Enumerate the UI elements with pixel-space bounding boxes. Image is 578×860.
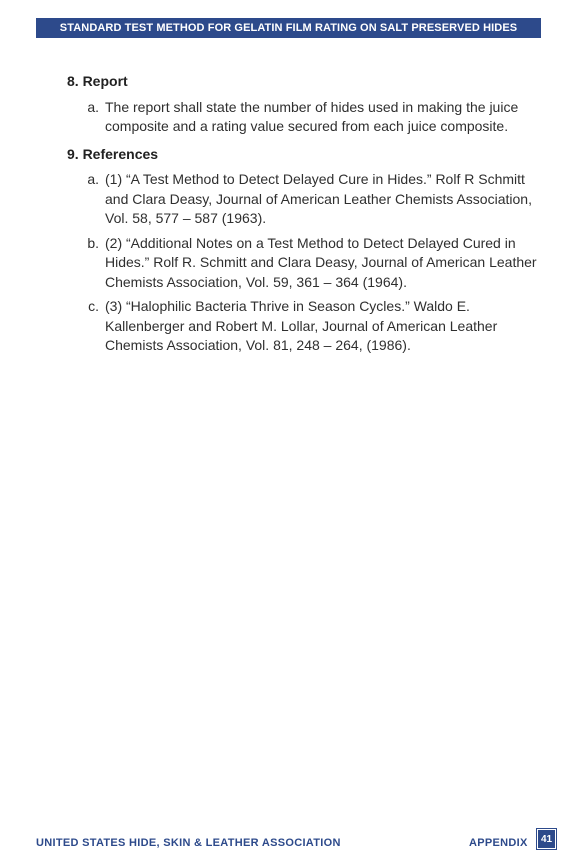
footer-section: APPENDIX xyxy=(469,837,528,849)
item-text: The report shall state the number of hides used in making the juice composite and a rating value secured from each juice composite. xyxy=(105,98,519,134)
header-bar xyxy=(36,18,541,38)
section-report xyxy=(67,72,547,137)
item-letter: a. xyxy=(87,171,99,187)
item-text: (2) “Additional Notes on a Test Method to Detect Delayed Cured in Hides.” Rolf R. Schmitt and Clara Deasy, Journal of American Leather Chemists Association, Vol. 59, 361 – 364 (1964). xyxy=(105,234,537,290)
reference-items xyxy=(67,170,547,356)
item-letter: a. xyxy=(87,98,99,115)
document-body xyxy=(67,72,547,364)
item-letter: b. xyxy=(87,234,99,251)
item-text: (3) “Halophilic Bacteria Thrive in Season Cycles.” Waldo E. Kallenberger and Robert M. Lollar, Journal of American Leather Chemists Association, Vol. 81, 248 – 264, (1986). xyxy=(105,298,498,353)
list-item xyxy=(67,234,547,293)
section-heading: 9. References xyxy=(67,145,159,162)
list-item xyxy=(67,297,547,356)
page-number: 41 xyxy=(538,830,555,848)
footer-organization: UNITED STATES HIDE, SKIN & LEATHER ASSOCIATION xyxy=(36,837,341,849)
page-number-badge xyxy=(536,828,557,850)
report-items xyxy=(67,98,547,137)
list-item xyxy=(67,98,547,137)
item-letter: c. xyxy=(88,298,99,314)
section-heading: 8. Report xyxy=(67,73,128,89)
header-title: STANDARD TEST METHOD FOR GELATIN FILM RATING ON SALT PRESERVED HIDES xyxy=(59,22,518,34)
list-item xyxy=(67,170,547,229)
item-text: (1) “A Test Method to Detect Delayed Cure in Hides.” Rolf R Schmitt and Clara Deasy, Journal of American Leather Chemists Association, Vol. 58, 577 – 587 (1963). xyxy=(105,171,532,226)
section-references xyxy=(67,145,547,356)
